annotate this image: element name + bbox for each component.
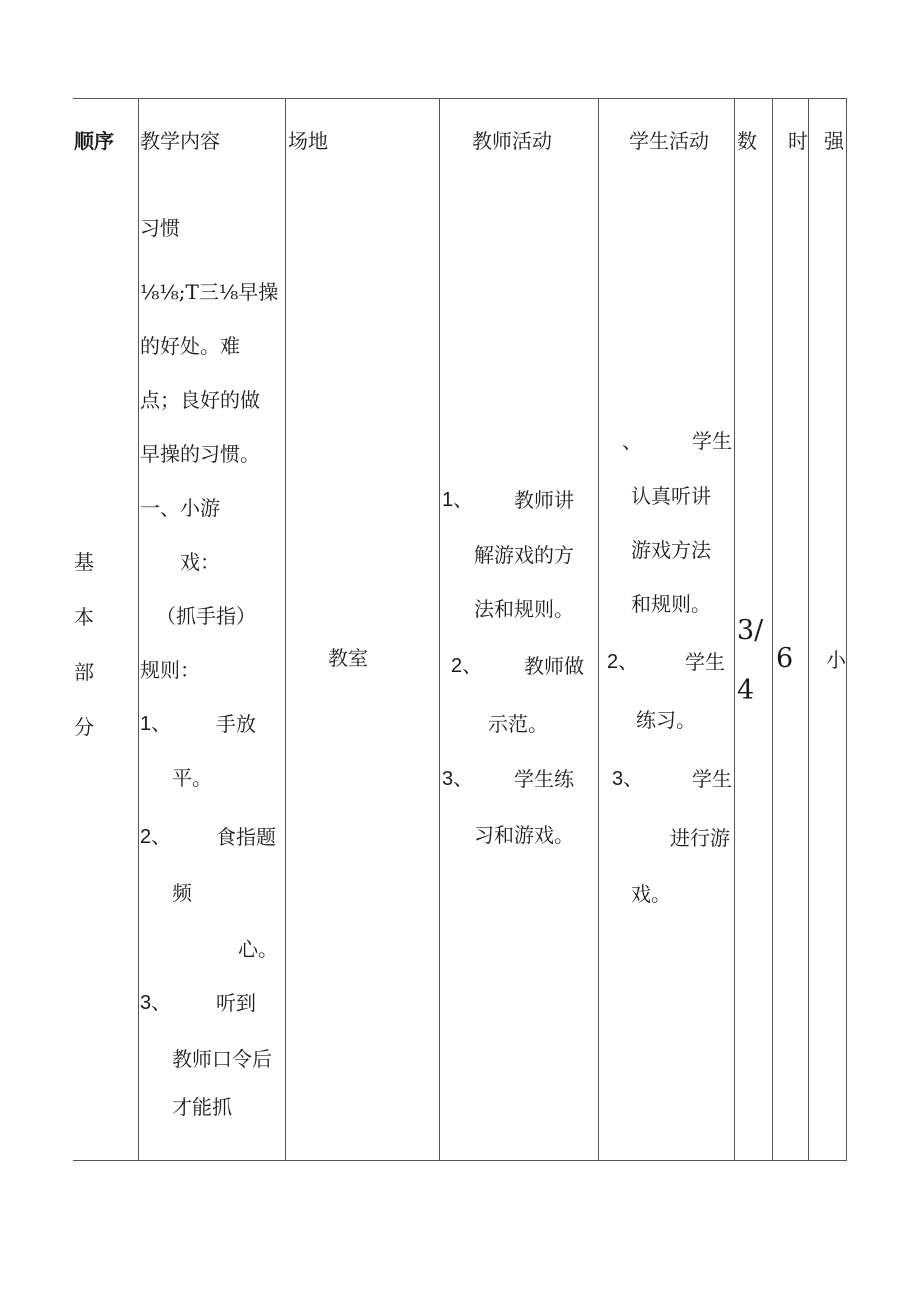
column-divider bbox=[285, 98, 286, 1160]
venue-value: 教室 bbox=[328, 646, 368, 670]
count-value-top: 3/ bbox=[737, 615, 764, 646]
rule-text: 教师口令后 bbox=[172, 1047, 272, 1071]
student-step-text: 学生 bbox=[692, 767, 732, 791]
student-step-number: 3、 bbox=[612, 768, 644, 790]
rule-text: 手放 bbox=[216, 712, 256, 736]
rule-text: 听到 bbox=[216, 991, 256, 1015]
content-line: ⅛⅛;T三⅛早操 bbox=[140, 280, 279, 304]
header-intensity: 强 bbox=[824, 129, 844, 153]
teacher-step-text: 法和规则。 bbox=[474, 597, 574, 621]
column-divider bbox=[439, 98, 440, 1160]
intensity-value: 小 bbox=[826, 648, 846, 672]
column-divider bbox=[772, 98, 773, 1160]
teacher-step-number: 1、 bbox=[442, 489, 474, 511]
teacher-step-number: 3、 bbox=[442, 768, 474, 790]
rule-text: 才能抓 bbox=[172, 1095, 232, 1119]
section-name-char: 本 bbox=[74, 605, 94, 629]
teacher-step-text: 教师做 bbox=[524, 654, 584, 678]
section-name-char: 分 bbox=[74, 715, 94, 739]
content-line: （抓手指） bbox=[156, 604, 256, 628]
student-step-text: 学生 bbox=[692, 429, 732, 453]
content-line: 的好处。难 bbox=[140, 334, 240, 358]
content-line: 点；良好的做 bbox=[140, 388, 260, 412]
header-content: 教学内容 bbox=[140, 129, 220, 153]
column-divider bbox=[808, 98, 809, 1160]
count-value-bottom: 4 bbox=[737, 675, 755, 706]
column-divider bbox=[138, 98, 139, 1160]
section-name-char: 部 bbox=[74, 660, 94, 684]
column-divider bbox=[734, 98, 735, 1160]
student-step-text: 进行游 bbox=[670, 826, 730, 850]
student-step-number: 2、 bbox=[607, 651, 639, 673]
rule-number: 3、 bbox=[140, 992, 172, 1014]
teacher-step-text: 示范。 bbox=[488, 712, 548, 736]
student-step-text: 戏。 bbox=[631, 882, 671, 906]
student-step-text: 游戏方法 bbox=[631, 538, 711, 562]
rule-text: 食指题 bbox=[216, 825, 276, 849]
header-order: 顺序 bbox=[74, 129, 114, 153]
teacher-step-number: 2、 bbox=[451, 655, 483, 677]
teacher-step-text: 教师讲 bbox=[514, 488, 574, 512]
rule-number: 1、 bbox=[140, 713, 172, 735]
teacher-step-text: 学生练 bbox=[514, 767, 574, 791]
student-step-text: 认真听讲 bbox=[631, 484, 711, 508]
content-line: 习惯 bbox=[140, 216, 180, 240]
teacher-step-text: 习和游戏。 bbox=[474, 823, 574, 847]
student-step-text: 和规则。 bbox=[631, 592, 711, 616]
rule-text: 心。 bbox=[238, 937, 278, 961]
column-divider bbox=[846, 98, 847, 1160]
student-step-text: 学生 bbox=[685, 650, 725, 674]
table-top-border bbox=[73, 98, 847, 99]
header-student-activity: 学生活动 bbox=[629, 129, 709, 153]
content-line: 早操的习惯。 bbox=[140, 442, 260, 466]
content-line: 规则： bbox=[140, 658, 200, 682]
column-divider bbox=[598, 98, 599, 1160]
content-line: 一、小游 bbox=[140, 496, 220, 520]
student-step-text: 练习。 bbox=[636, 708, 696, 732]
rule-number: 2、 bbox=[140, 826, 172, 848]
rule-text: 频 bbox=[172, 881, 192, 905]
header-count: 数 bbox=[737, 129, 757, 153]
table-bottom-border bbox=[73, 1160, 847, 1161]
header-time: 时 bbox=[788, 129, 808, 153]
teacher-step-text: 解游戏的方 bbox=[474, 543, 574, 567]
rule-text: 平。 bbox=[172, 766, 212, 790]
time-value: 6 bbox=[776, 643, 794, 674]
lesson-plan-table bbox=[73, 98, 847, 1161]
section-name-char: 基 bbox=[74, 550, 94, 574]
header-teacher-activity: 教师活动 bbox=[472, 129, 552, 153]
header-venue: 场地 bbox=[288, 129, 328, 153]
student-step-number: 、 bbox=[622, 429, 642, 453]
content-line: 戏： bbox=[180, 550, 220, 574]
